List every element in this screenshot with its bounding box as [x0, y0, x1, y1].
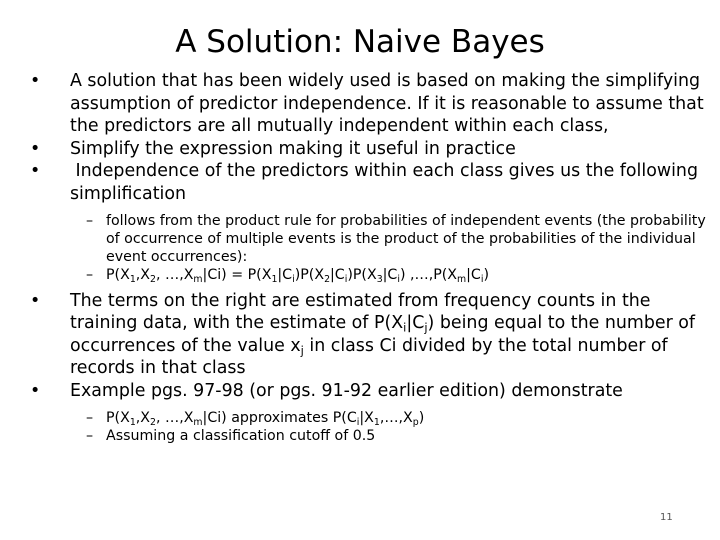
bullet-2	[22, 138, 712, 161]
sub-bullet-2	[22, 266, 712, 284]
bullet-icon: •	[30, 290, 41, 311]
sub-bullet-1	[22, 212, 712, 266]
bullet-4	[22, 290, 712, 380]
bullet-5-text: Example pgs. 97-98 (or pgs. 91-92 earlier edition) demonstrate	[70, 380, 623, 401]
dash-icon: –	[86, 409, 94, 426]
formula-product-rule: $P(X_1,X_2$, $\dots,X_m|Ci) = P(X_1|C_i)P(X_2|C_i)P(X_3|C_i)$ $,\dots,P(X_m|C_i)$	[106, 266, 489, 285]
bullet-icon: •	[30, 161, 41, 182]
slide-title: A Solution: Naive Bayes	[175, 24, 545, 60]
dash-icon: –	[86, 266, 94, 283]
bullet-3-text: Independence of the predictors within each class gives us the following simplification	[70, 161, 704, 204]
dash-icon: –	[86, 427, 94, 444]
sub-bullet-3	[22, 409, 712, 427]
bullet-1-text: A solution that has been widely used is based on making the simplifying assumption of predictor independence. If it is reasonable to assume that the predictors are all mutually independent within each class,	[70, 71, 704, 137]
slide-body	[22, 70, 712, 445]
sub-bullet-4-text: Assuming a classification cutoff of 0.5	[106, 427, 376, 444]
bullet-1	[22, 70, 712, 138]
dash-icon: –	[86, 212, 94, 229]
bullet-icon: •	[30, 138, 41, 159]
formula-approximation: $P(X_1,X_2$, $\dots,X_m|Ci$) approximates $P(C_i|X_1,\dots,X_p)$	[106, 409, 425, 428]
bullet-4-text: The terms on the right are estimated from frequency counts in the training data, with the estimate of $P(X_i|C_j)$ being equal to the number of occurrences of the value $x_j$ in class Ci divided by the total number of records in that class	[70, 290, 696, 379]
bullet-5	[22, 380, 712, 403]
bullet-icon: •	[30, 380, 41, 401]
bullet-2-text: Simplify the expression making it useful in practice	[70, 138, 516, 159]
sub-bullet-1-text: follows from the product rule for probabilities of independent events (the probability of occurrence of multiple events is the product of the probabilities of the individual event occurrences):	[106, 212, 706, 265]
sub-bullet-4	[22, 427, 712, 445]
bullet-3	[22, 160, 712, 205]
bullet-icon: •	[30, 71, 41, 91]
page-number: 11	[660, 512, 673, 523]
